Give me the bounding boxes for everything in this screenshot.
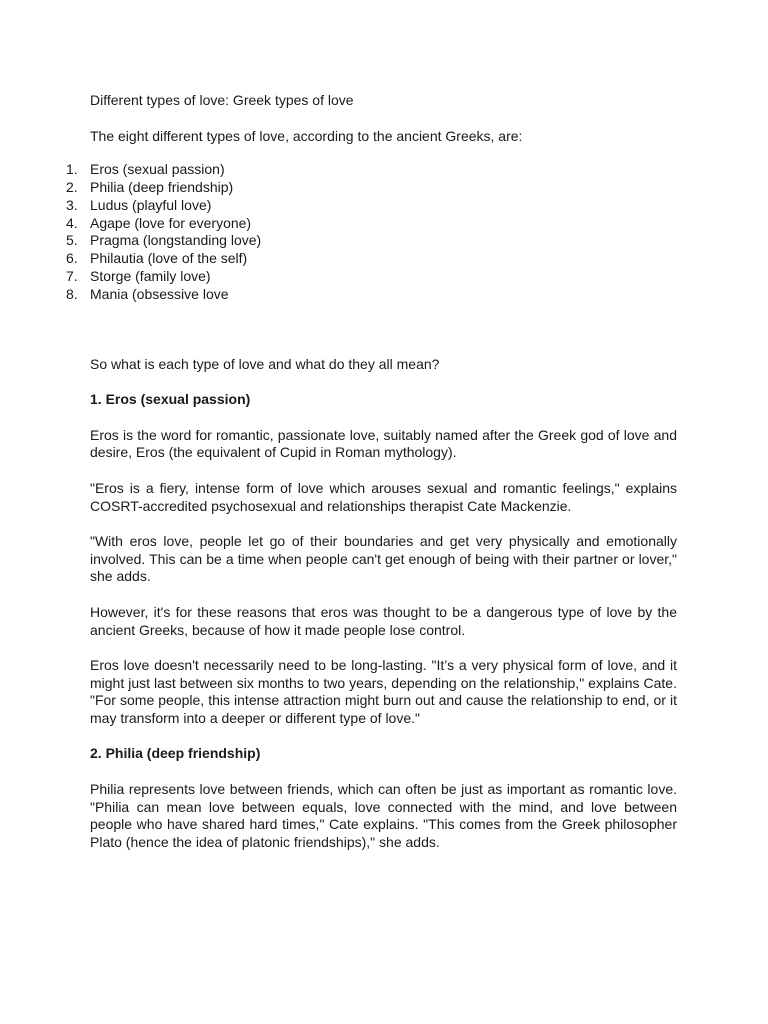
list-item bbox=[66, 285, 677, 304]
section-heading-eros: 1. Eros (sexual passion) bbox=[90, 391, 251, 408]
document-body bbox=[66, 92, 677, 851]
list-item-text: Philautia (love of the self) bbox=[90, 250, 248, 267]
philia-paragraph-1: Philia represents love between friends, which can often be just as important as romantic love. "Philia can mean love between equals, love connected with the mind, and love between people who have shared hard times," Cate explains. "This comes from the Greek philosopher Plato (hence the idea of platonic friendships)," she adds. bbox=[90, 781, 677, 850]
list-item bbox=[66, 196, 677, 215]
list-item bbox=[66, 267, 677, 286]
list-item bbox=[66, 250, 677, 268]
list-item-text: Philia (deep friendship) bbox=[90, 178, 234, 195]
eros-paragraph-4: However, it's for these reasons that eros was thought to be a dangerous type of love by the ancient Greeks, because of how it made people lose control. bbox=[90, 603, 677, 638]
list-item bbox=[66, 214, 677, 233]
list-number: 1. bbox=[66, 161, 78, 178]
document-title: Different types of love: Greek types of love bbox=[90, 92, 354, 108]
list-number: 8. bbox=[66, 285, 78, 302]
list-number: 2. bbox=[66, 178, 78, 195]
list-item bbox=[66, 232, 677, 250]
list-item-text: Storge (family love) bbox=[90, 267, 211, 284]
list-number: 5. bbox=[66, 232, 78, 249]
list-number: 7. bbox=[66, 267, 78, 284]
list-item-text: Eros (sexual passion) bbox=[90, 161, 225, 178]
intro-paragraph: The eight different types of love, according to the ancient Greeks, are: bbox=[90, 127, 523, 144]
list-item-text: Pragma (longstanding love) bbox=[90, 232, 262, 249]
question-paragraph: So what is each type of love and what do they all mean? bbox=[90, 355, 440, 372]
list-item-text: Agape (love for everyone) bbox=[90, 214, 252, 231]
list-item bbox=[66, 161, 677, 179]
list-item-text: Mania (obsessive love bbox=[90, 285, 229, 302]
eros-paragraph-2: "Eros is a fiery, intense form of love which arouses sexual and romantic feelings," explains COSRT-accredited psychosexual and relationships therapist Cate Mackenzie. bbox=[90, 479, 677, 514]
section-heading-philia: 2. Philia (deep friendship) bbox=[90, 745, 261, 762]
list-number: 3. bbox=[66, 196, 78, 213]
list-item-text: Ludus (playful love) bbox=[90, 196, 212, 213]
eros-paragraph-1: Eros is the word for romantic, passionate love, suitably named after the Greek god of love and desire, Eros (the equivalent of Cupid in Roman mythology). bbox=[90, 426, 677, 461]
list-number: 6. bbox=[66, 250, 78, 267]
love-types-list bbox=[66, 161, 677, 303]
eros-paragraph-3: "With eros love, people let go of their boundaries and get very physically and emotionally involved. This can be a time when people can't get enough of being with their partner or lover," she adds. bbox=[90, 533, 677, 585]
list-number: 4. bbox=[66, 214, 78, 231]
list-item bbox=[66, 178, 677, 197]
eros-paragraph-5: Eros love doesn't necessarily need to be long-lasting. "It’s a very physical form of love, and it might just last between six months to two years, depending on the relationship," explains Cate. "For some people, this intense attraction might burn out and cause the relationship to end, or it may transform into a deeper or different type of love." bbox=[90, 657, 677, 726]
